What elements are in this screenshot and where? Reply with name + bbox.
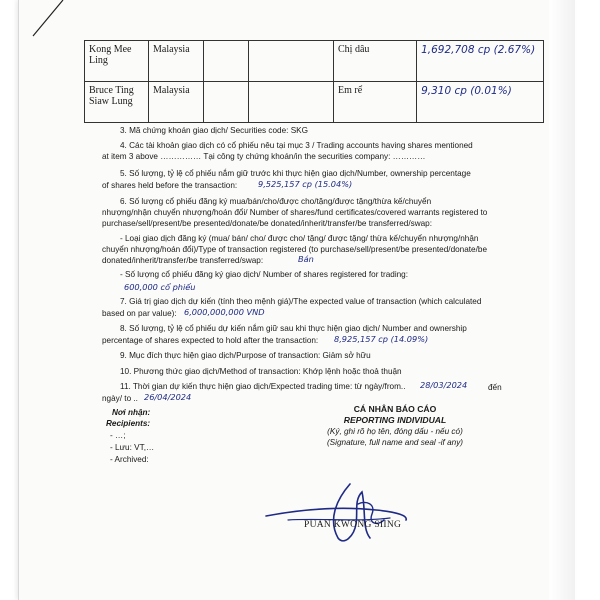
empty-cell: [249, 41, 334, 82]
table-row: [85, 41, 544, 82]
item-7-line-1: 7. Giá trị giao dịch dự kiến (tính theo mệnh giá)/The expected value of transaction (which calculated: [120, 297, 482, 306]
item-6-count-handwritten: 600,000 cổ phiếu: [124, 282, 196, 292]
item-9-purpose: 9. Mục đích thực hiện giao dịch/Purpose of transaction: Giảm sở hữu: [120, 351, 371, 360]
holder-relationship: Em rể: [334, 82, 417, 123]
empty-cell: [203, 41, 249, 82]
empty-cell: [203, 82, 249, 123]
recipients-title-vi: Nơi nhận:: [112, 408, 151, 417]
item-6-type-line-1: - Loại giao dịch đăng ký (mua/ bán/ cho/ được cho/ tặng/ được tặng/ thừa kế/chuyển nhượng/nhận: [120, 234, 479, 243]
signature-title-en: REPORTING INDIVIDUAL: [343, 415, 447, 425]
item-11-line-2: ngày/ to ..: [102, 394, 138, 403]
item-6-type-handwritten: Bán: [298, 254, 314, 264]
signer-name: PUAN KWONG SIING: [304, 520, 402, 530]
item-5-line-2: of shares held before the transaction:: [102, 181, 238, 190]
item-6-type-line-2: chuyển nhượng/hoán đổi)/Type of transaction registered (to purchase/sell/present/be presented/donate/be: [102, 245, 487, 254]
item-8-line-1: 8. Số lượng, tỷ lệ cổ phiếu dự kiến nắm giữ sau khi thực hiện giao dịch/ Number and ownership: [120, 324, 467, 333]
recipients-line-3: - Archived:: [110, 455, 149, 464]
handwritten-signature: [258, 480, 418, 552]
signature-note-vi: (Ký, ghi rõ họ tên, đóng dấu - nếu có): [327, 427, 463, 436]
item-7-handwritten-value: 6,000,000,000 VND: [184, 307, 265, 317]
signature-title-vi: CÁ NHÂN BÁO CÁO: [353, 404, 437, 414]
recipients-line-1: - …;: [110, 431, 126, 440]
item-5-handwritten-value: 9,525,157 cp (15.04%): [258, 179, 353, 189]
holder-country: Malaysia: [148, 41, 203, 82]
item-11-den: đến: [488, 383, 502, 392]
item-4-line-1: 4. Các tài khoản giao dịch có cổ phiếu nêu tại mục 3 / Trading accounts having shares mentioned: [120, 141, 473, 150]
item-7-line-2: based on par value):: [102, 309, 177, 318]
item-8-handwritten-value: 8,925,157 cp (14.09%): [334, 334, 429, 344]
holder-name: Kong Mee Ling: [85, 41, 149, 82]
item-6-line-2: nhượng/nhận chuyển nhượng/hoán đổi/ Number of shares/fund certificates/covered warrants registered to: [102, 208, 488, 217]
item-11-to-date: 26/04/2024: [144, 392, 192, 402]
holder-shares: 1,692,708 cp (2.67%): [417, 41, 544, 82]
signature-note-en: (Signature, full name and seal -if any): [326, 438, 464, 447]
holder-name: Bruce Ting Siaw Lung: [85, 82, 149, 123]
holder-country: Malaysia: [148, 82, 203, 123]
item-5-line-1: 5. Số lượng, tỷ lệ cổ phiếu nắm giữ trước khi thực hiện giao dịch/Number, ownership percentage: [120, 169, 471, 178]
recipients-title-en: Recipients:: [106, 419, 151, 428]
item-3-securities-code: 3. Mã chứng khoán giao dịch/ Securities code: SKG: [120, 126, 308, 135]
item-6-line-3: purchase/sell/present/be presented/donate/be donated/inherit/transfer/be transferred/swap:: [102, 219, 432, 228]
item-8-line-2: percentage of shares expected to hold after the transaction:: [102, 336, 319, 345]
table-row: [85, 82, 544, 123]
page-edge-shadow: [549, 0, 575, 600]
item-6-count-label: - Số lượng cổ phiếu đăng ký giao dịch/ Number of shares registered for trading:: [120, 270, 409, 279]
item-10-method: 10. Phương thức giao dịch/Method of transaction: Khớp lệnh hoặc thoả thuận: [120, 367, 402, 376]
item-4-line-2: at item 3 above …………… Tại công ty chứng khoán/in the securities company: …………: [102, 152, 426, 161]
item-6-line-1: 6. Số lượng cổ phiếu đăng ký mua/bán/cho/được cho/tặng/được tặng/thừa kế/chuyển: [120, 197, 432, 206]
item-6-type-line-3: donated/inherit/transfer/be transferred/swap:: [102, 256, 264, 265]
item-11-line-1: 11. Thời gian dự kiến thực hiện giao dịch/Expected trading time: từ ngày/from..: [120, 382, 406, 391]
item-11-from-date: 28/03/2024: [420, 380, 468, 390]
signature-block: [270, 404, 520, 448]
page-corner-line: [19, 0, 79, 40]
holder-relationship: Chị dâu: [334, 41, 417, 82]
holder-shares: 9,310 cp (0.01%): [417, 82, 544, 123]
empty-cell: [249, 82, 334, 123]
related-persons-table: [84, 40, 544, 123]
recipients-line-2: - Lưu: VT,…: [110, 443, 155, 452]
